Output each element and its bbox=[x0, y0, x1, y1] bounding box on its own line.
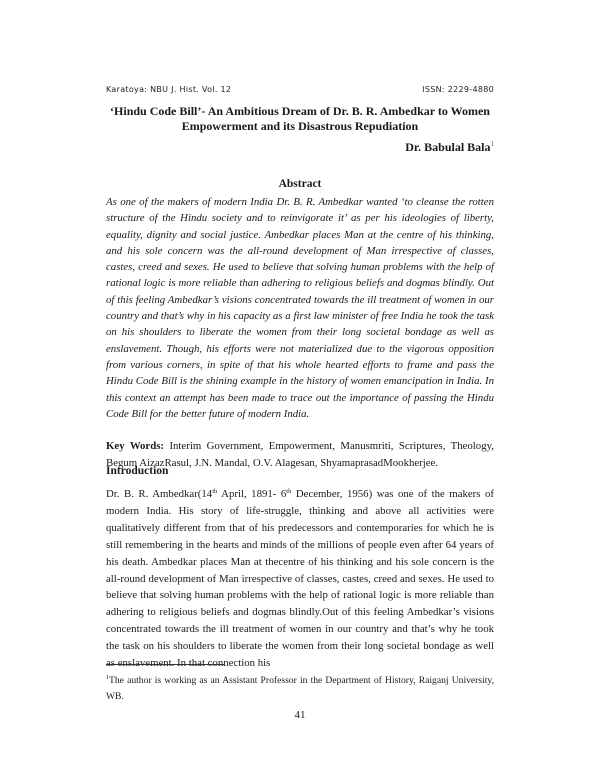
intro-sup-2: th bbox=[286, 488, 292, 495]
author-footnote-link[interactable]: 1 bbox=[490, 140, 494, 148]
keywords-text: Interim Government, Empowerment, Manusmriti, Scriptures, Theology, Begum AizazRasul, J.N. Mandal, O.V. Alagesan, ShyamaprasadMookherjee. bbox=[106, 440, 494, 469]
journal-citation: Karatoya: NBU J. Hist. Vol. 12 bbox=[106, 85, 232, 94]
intro-sup-1: th bbox=[212, 488, 218, 495]
footnote-text: The author is working as an Assistant Professor in the Department of History, Raiganj University, WB. bbox=[106, 675, 494, 702]
abstract-text: As one of the makers of modern India Dr. B. R. Ambedkar wanted ‘to cleanse the rotten structure of the Hindu society and to reinvigorate it’ as per his ideologies of liberty, equality, dignity and social justice. Ambedkar places Man at the centre of his thinking, and his sole concern was the all-round development of Man irrespective of classes, castes, creed and sexes. He used to believe that solving human problems with the help of rational logic is more reliable than adhering to religious beliefs and dogmas blindly. Out of this feeling Ambedkar’s visions concentrated towards the ill treatment of women in our country and that’s why in his capacity as a first law minister of free India he took the task on his shoulders to liberate the women from their long societal bondage as well as enslavement. Though, his efforts were not materialized due to the vigorous opposition from various corners, in spite of that his whole hearted efforts to frame and pass the Hindu Code Bill is the shining example in the history of women emancipation in India. In this context an attempt has been made to trace out the importance of passing the Hindu Code Bill for the better future of modern India. bbox=[106, 196, 494, 420]
footnote-mark: 1 bbox=[106, 675, 109, 681]
footnote bbox=[106, 670, 494, 705]
issn-label: ISSN: 2229-4880 bbox=[422, 85, 494, 94]
introduction-heading: Introduction bbox=[106, 465, 169, 477]
footnote-divider bbox=[106, 664, 224, 665]
introduction-text bbox=[106, 484, 494, 672]
abstract-heading: Abstract bbox=[278, 178, 322, 190]
intro-part-2: April, 1891- 6 bbox=[217, 488, 287, 500]
title-line-1: ‘Hindu Code Bill’- An Ambitious Dream of Dr. B. R. Ambedkar to Women bbox=[110, 104, 490, 118]
intro-part-1: Dr. B. R. Ambedkar(14 bbox=[106, 488, 213, 500]
intro-part-3: December, 1956) was one of the makers of modern India. His story of life-struggle, thinking and above all activities were qualitatively different from that of his predecessors and contemporaries for which he is still remembering in the hearts and minds of the millions of people even after 64 years of his death. Ambedkar places Man at thecentre of his thinking and his sole concern is the all-round development of Man irrespective of classes, castes, creed and sexes. He used to believe that solving human problems with the help of rational logic is more reliable than adhering to religious beliefs and dogmas blindly.Out of this feeling Ambedkar’s visions concentrated towards the ill treatment of women in our country and that’s why he took the task on his shoulders to liberate the women from their long societal bondage as well as enslavement. In that connection his bbox=[106, 488, 494, 670]
keywords-label: Key Words: bbox=[106, 440, 165, 452]
author-name bbox=[405, 140, 494, 155]
page-number: 41 bbox=[294, 709, 306, 721]
title-line-2: Empowerment and its Disastrous Repudiation bbox=[181, 119, 419, 133]
article-title bbox=[106, 104, 494, 134]
author-text: Dr. Babulal Bala bbox=[405, 140, 491, 154]
